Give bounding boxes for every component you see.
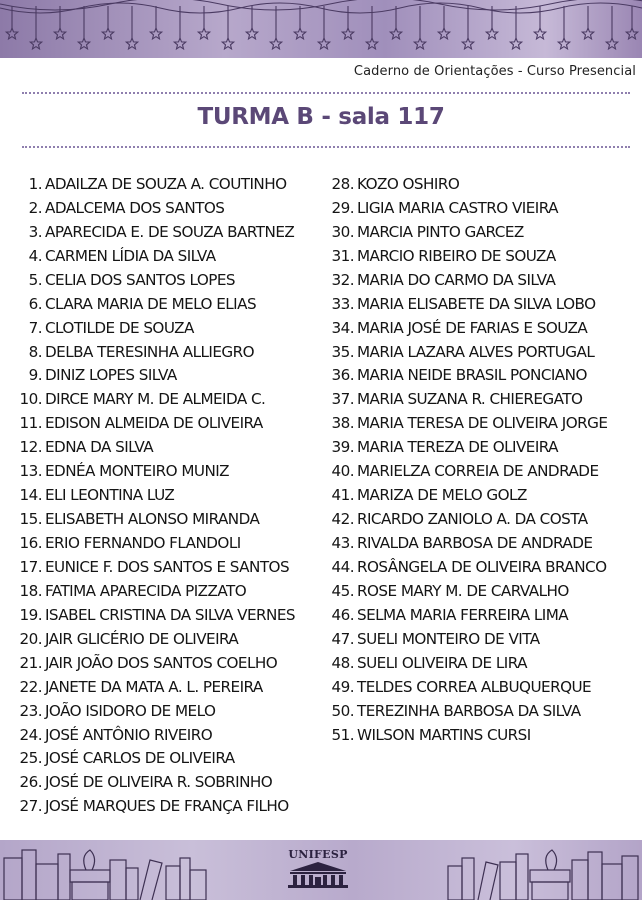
student-name: TELDES CORREA ALBUQUERQUE: [357, 677, 592, 696]
dotted-divider-bottom: [22, 146, 630, 148]
student-list-item: [326, 268, 636, 292]
student-number: 38.: [331, 414, 354, 433]
star-icon: [54, 28, 65, 39]
student-name: SUELI OLIVEIRA DE LIRA: [357, 653, 527, 672]
student-name: ISABEL CRISTINA DA SILVA VERNES: [45, 605, 295, 624]
student-name: JOÃO ISIDORO DE MELO: [45, 701, 216, 720]
student-list-item: [16, 459, 321, 483]
star-icon: [486, 28, 497, 39]
star-icon: [534, 28, 545, 39]
star-icon: [174, 38, 185, 49]
student-number: 12.: [19, 438, 42, 457]
student-name: ROSÂNGELA DE OLIVEIRA BRANCO: [357, 557, 607, 576]
student-name: JAIR GLICÉRIO DE OLIVEIRA: [45, 629, 239, 648]
star-icon: [342, 28, 353, 39]
student-name: MARCIO RIBEIRO DE SOUZA: [357, 246, 556, 265]
student-number: 11.: [19, 414, 42, 433]
student-number: 1.: [28, 174, 42, 193]
student-list-item: [16, 172, 321, 196]
student-number: 9.: [28, 366, 42, 385]
student-list-item: [326, 555, 636, 579]
star-icon: [198, 28, 209, 39]
student-name: MARIZA DE MELO GOLZ: [357, 486, 527, 505]
student-list-item: [326, 531, 636, 555]
student-name: JOSÉ DE OLIVEIRA R. SOBRINHO: [45, 773, 273, 792]
student-number: 40.: [331, 462, 354, 481]
student-name: LIGIA MARIA CASTRO VIEIRA: [357, 198, 558, 217]
student-name: SELMA MARIA FERREIRA LIMA: [357, 605, 569, 624]
student-list-item: [16, 747, 321, 771]
logo-text: UNIFESP: [288, 848, 348, 861]
student-number: 5.: [28, 270, 42, 289]
student-list-item: [326, 292, 636, 316]
student-name: MARIA JOSÉ DE FARIAS E SOUZA: [357, 318, 588, 337]
student-number: 42.: [331, 510, 354, 529]
star-icon: [318, 38, 329, 49]
star-icon: [390, 28, 401, 39]
student-list-item: [326, 172, 636, 196]
document-subtitle: Caderno de Orientações - Curso Presencial: [353, 64, 636, 79]
student-number: 39.: [331, 438, 354, 457]
student-name: MARCIA PINTO GARCEZ: [357, 222, 524, 241]
student-list-item: [326, 723, 636, 747]
star-icon: [626, 28, 637, 39]
student-list-item: [16, 651, 321, 675]
student-name: APARECIDA E. DE SOUZA BARTNEZ: [45, 222, 295, 241]
student-number: 10.: [19, 390, 42, 409]
student-name: JOSÉ MARQUES DE FRANÇA FILHO: [45, 797, 289, 816]
student-number: 26.: [19, 773, 42, 792]
student-number: 22.: [19, 677, 42, 696]
student-number: 35.: [331, 342, 354, 361]
student-number: 8.: [28, 342, 42, 361]
student-list-item: [326, 651, 636, 675]
student-number: 28.: [331, 174, 354, 193]
student-list-item: [16, 507, 321, 531]
student-list-left-column: [16, 172, 321, 818]
student-list-item: [326, 627, 636, 651]
top-decorative-banner: [0, 0, 642, 58]
student-list-item: [16, 387, 321, 411]
student-number: 33.: [331, 294, 354, 313]
student-list-item: [16, 292, 321, 316]
student-name: ROSE MARY M. DE CARVALHO: [357, 581, 569, 600]
student-list-right-column: [326, 172, 636, 747]
student-number: 36.: [331, 366, 354, 385]
star-icon: [222, 38, 233, 49]
student-list-item: [16, 675, 321, 699]
student-list-item: [16, 364, 321, 388]
student-name: ADALCEMA DOS SANTOS: [45, 198, 225, 217]
student-number: 32.: [331, 270, 354, 289]
student-list-item: [16, 268, 321, 292]
student-list-item: [16, 435, 321, 459]
student-number: 17.: [19, 557, 42, 576]
star-icon: [270, 38, 281, 49]
student-list-item: [16, 411, 321, 435]
student-list-item: [326, 340, 636, 364]
student-number: 31.: [331, 246, 354, 265]
student-name: CELIA DOS SANTOS LOPES: [45, 270, 236, 289]
unifesp-logo: [282, 848, 354, 892]
student-name: ELISABETH ALONSO MIRANDA: [45, 510, 260, 529]
student-name: ELI LEONTINA LUZ: [45, 486, 175, 505]
student-name: CLOTILDE DE SOUZA: [45, 318, 194, 337]
student-number: 18.: [19, 581, 42, 600]
student-list-item: [16, 483, 321, 507]
student-name: JOSÉ ANTÔNIO RIVEIRO: [45, 725, 213, 744]
page-title: TURMA B - sala 117: [197, 104, 445, 130]
student-name: MARIA SUZANA R. CHIEREGATO: [357, 390, 583, 409]
student-name: DIRCE MARY M. DE ALMEIDA C.: [45, 390, 266, 409]
student-number: 45.: [331, 581, 354, 600]
student-list-item: [16, 531, 321, 555]
student-list-item: [16, 794, 321, 818]
student-number: 4.: [28, 246, 42, 265]
star-icon: [150, 28, 161, 39]
student-list-item: [16, 340, 321, 364]
student-name: MARIA DO CARMO DA SILVA: [357, 270, 556, 289]
student-number: 41.: [331, 486, 354, 505]
student-number: 43.: [331, 534, 354, 553]
student-number: 50.: [331, 701, 354, 720]
student-number: 46.: [331, 605, 354, 624]
star-icon: [606, 38, 617, 49]
student-name: EDNÉA MONTEIRO MUNIZ: [45, 462, 230, 481]
student-list-item: [326, 603, 636, 627]
student-list-item: [326, 483, 636, 507]
student-list-item: [326, 699, 636, 723]
student-name: DINIZ LOPES SILVA: [45, 366, 177, 385]
student-name: DELBA TERESINHA ALLIEGRO: [45, 342, 254, 361]
student-number: 44.: [331, 557, 354, 576]
student-name: MARIA TERESA DE OLIVEIRA JORGE: [357, 414, 608, 433]
star-icon: [414, 38, 425, 49]
student-name: MARIA ELISABETE DA SILVA LOBO: [357, 294, 596, 313]
student-name: RIVALDA BARBOSA DE ANDRADE: [357, 534, 593, 553]
student-name: CLARA MARIA DE MELO ELIAS: [45, 294, 257, 313]
student-list-item: [326, 364, 636, 388]
student-number: 15.: [19, 510, 42, 529]
student-name: EDISON ALMEIDA DE OLIVEIRA: [45, 414, 263, 433]
student-list-item: [16, 699, 321, 723]
star-icon: [438, 28, 449, 39]
student-name: MARIELZA CORREIA DE ANDRADE: [357, 462, 599, 481]
student-list-item: [326, 579, 636, 603]
student-name: RICARDO ZANIOLO A. DA COSTA: [357, 510, 588, 529]
student-name: ADAILZA DE SOUZA A. COUTINHO: [45, 174, 287, 193]
star-icon: [510, 38, 521, 49]
student-list-item: [326, 387, 636, 411]
student-number: 23.: [19, 701, 42, 720]
student-number: 16.: [19, 534, 42, 553]
student-name: TEREZINHA BARBOSA DA SILVA: [357, 701, 581, 720]
student-list-item: [16, 196, 321, 220]
student-list-item: [326, 196, 636, 220]
student-number: 2.: [28, 198, 42, 217]
star-icon: [78, 38, 89, 49]
student-list-item: [16, 603, 321, 627]
student-list-item: [16, 220, 321, 244]
student-number: 7.: [28, 318, 42, 337]
student-number: 14.: [19, 486, 42, 505]
student-list-item: [326, 411, 636, 435]
student-list-item: [16, 723, 321, 747]
student-name: MARIA NEIDE BRASIL PONCIANO: [357, 366, 587, 385]
student-list-item: [16, 555, 321, 579]
student-number: 19.: [19, 605, 42, 624]
student-number: 6.: [28, 294, 42, 313]
student-list-item: [16, 579, 321, 603]
student-name: EUNICE F. DOS SANTOS E SANTOS: [45, 557, 290, 576]
student-number: 30.: [331, 222, 354, 241]
student-name: JANETE DA MATA A. L. PEREIRA: [45, 677, 263, 696]
student-number: 20.: [19, 629, 42, 648]
student-name: EDNA DA SILVA: [45, 438, 154, 457]
student-list-item: [16, 627, 321, 651]
star-icon: [246, 28, 257, 39]
star-icon: [30, 38, 41, 49]
student-name: CARMEN LÍDIA DA SILVA: [45, 246, 216, 265]
student-number: 25.: [19, 749, 42, 768]
student-name: FATIMA APARECIDA PIZZATO: [45, 581, 247, 600]
star-icon: [582, 28, 593, 39]
student-list-item: [326, 316, 636, 340]
student-number: 24.: [19, 725, 42, 744]
student-list-item: [16, 244, 321, 268]
student-number: 51.: [331, 725, 354, 744]
student-name: JOSÉ CARLOS DE OLIVEIRA: [45, 749, 235, 768]
star-icon: [294, 28, 305, 39]
student-number: 47.: [331, 629, 354, 648]
student-name: KOZO OSHIRO: [357, 174, 460, 193]
student-list-item: [326, 459, 636, 483]
student-number: 29.: [331, 198, 354, 217]
student-list-item: [326, 220, 636, 244]
student-number: 21.: [19, 653, 42, 672]
student-number: 27.: [19, 797, 42, 816]
student-name: SUELI MONTEIRO DE VITA: [357, 629, 540, 648]
student-number: 34.: [331, 318, 354, 337]
student-list-item: [16, 316, 321, 340]
student-number: 3.: [28, 222, 42, 241]
student-number: 48.: [331, 653, 354, 672]
building-icon: [288, 861, 348, 889]
star-icon: [366, 38, 377, 49]
star-icon: [558, 38, 569, 49]
star-icon: [126, 38, 137, 49]
student-list-item: [326, 507, 636, 531]
student-list-item: [326, 435, 636, 459]
bunting-decoration: [0, 0, 642, 58]
dotted-divider-top: [22, 92, 630, 94]
student-name: JAIR JOÃO DOS SANTOS COELHO: [45, 653, 278, 672]
student-list-item: [326, 244, 636, 268]
student-name: MARIA TEREZA DE OLIVEIRA: [357, 438, 558, 457]
star-icon: [6, 28, 17, 39]
student-number: 49.: [331, 677, 354, 696]
student-name: MARIA LAZARA ALVES PORTUGAL: [357, 342, 595, 361]
student-list-item: [16, 770, 321, 794]
student-number: 13.: [19, 462, 42, 481]
student-number: 37.: [331, 390, 354, 409]
star-icon: [462, 38, 473, 49]
star-icon: [102, 28, 113, 39]
student-name: ERIO FERNANDO FLANDOLI: [45, 534, 241, 553]
student-list-item: [326, 675, 636, 699]
student-name: WILSON MARTINS CURSI: [357, 725, 531, 744]
